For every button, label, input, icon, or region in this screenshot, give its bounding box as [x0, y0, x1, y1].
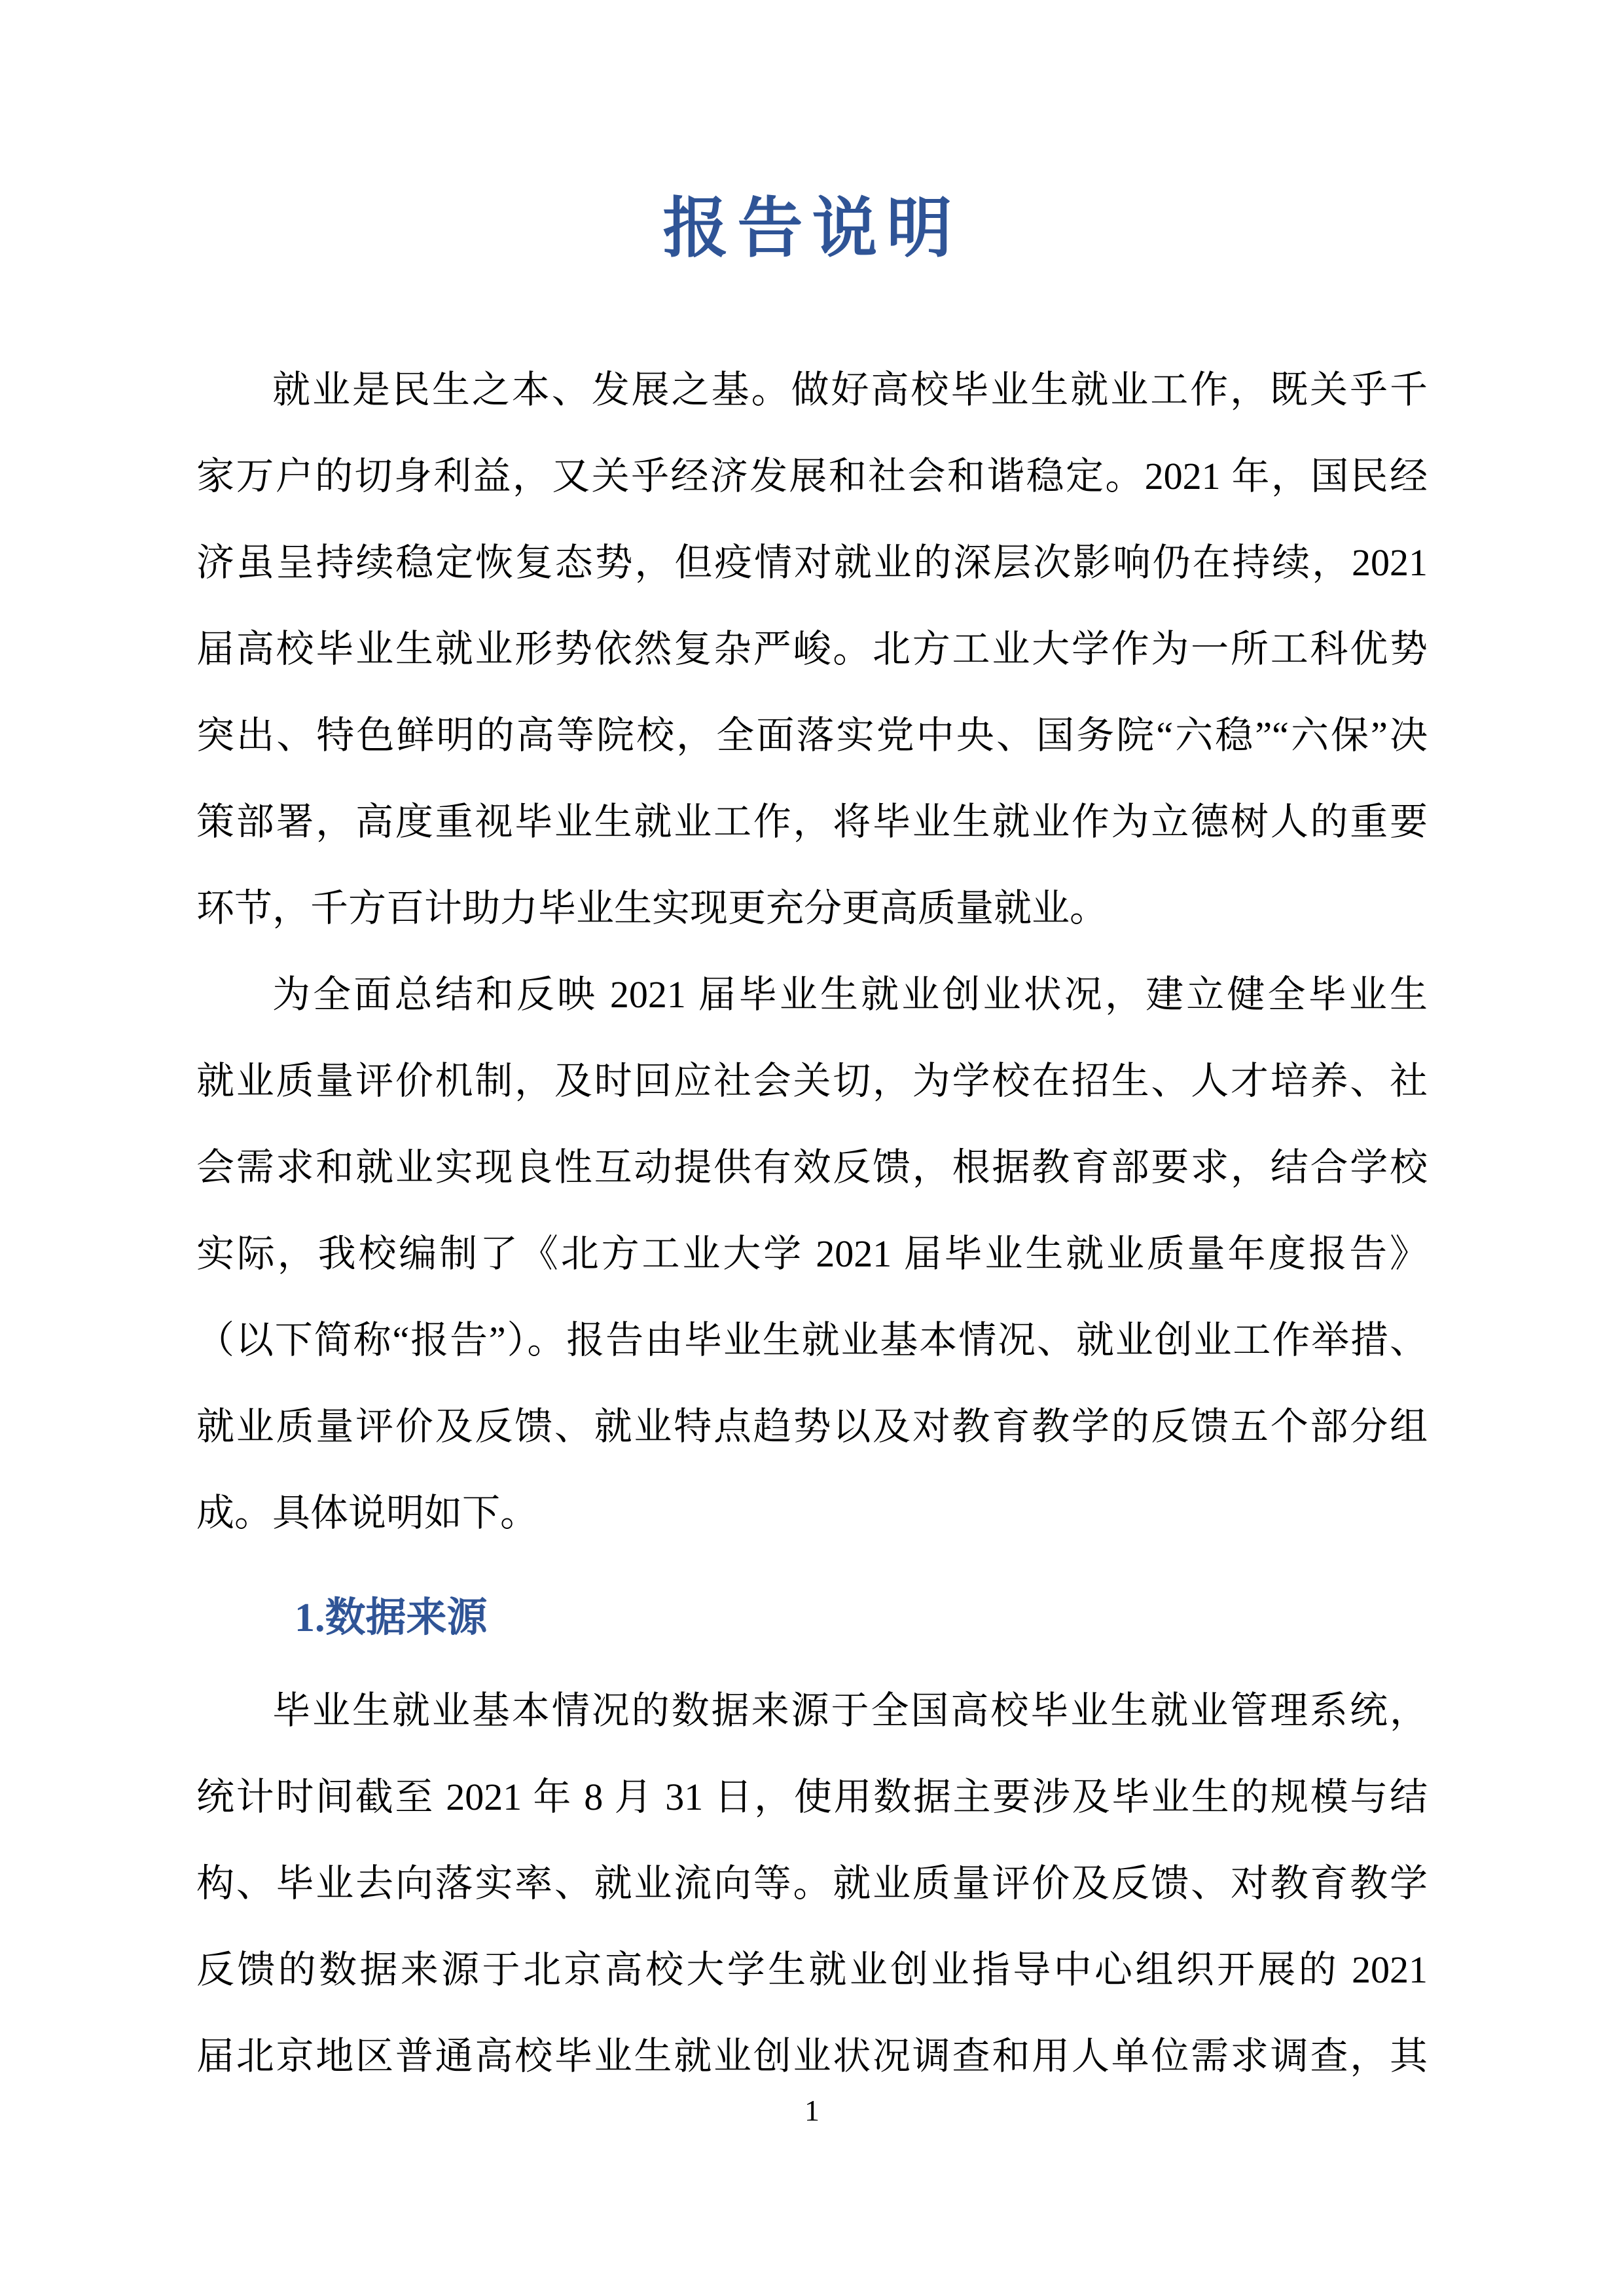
- text-line: 就业质量评价及反馈、就业特点趋势以及对教育教学的反馈五个部分组: [196, 1405, 1428, 1448]
- text-line: 家万户的切身利益，又关乎经济发展和社会和谐稳定。2021 年，国民经: [196, 455, 1428, 497]
- text-line: 会需求和就业实现良性互动提供有效反馈，根据教育部要求，结合学校: [196, 1146, 1428, 1189]
- text-line: 反馈的数据来源于北京高校大学生就业创业指导中心组织开展的 2021: [196, 1948, 1428, 1991]
- text-line: 就业是民生之本、发展之基。做好高校毕业生就业工作，既关乎千: [272, 368, 1428, 411]
- text-line: 实际，我校编制了《北方工业大学 2021 届毕业生就业质量年度报告》: [196, 1232, 1428, 1275]
- text-line: 届北京地区普通高校毕业生就业创业状况调查和用人单位需求调查，其: [196, 2035, 1428, 2077]
- text-line: 突出、特色鲜明的高等院校，全面落实党中央、国务院“六稳”“六保”决: [196, 714, 1428, 757]
- text-line: 成。具体说明如下。: [196, 1492, 539, 1534]
- text-line: 毕业生就业基本情况的数据来源于全国高校毕业生就业管理系统，: [272, 1689, 1428, 1732]
- text-line: 届高校毕业生就业形势依然复杂严峻。北方工业大学作为一所工科优势: [196, 628, 1428, 670]
- text-line: （以下简称“报告”）。报告由毕业生就业基本情况、就业创业工作举措、: [196, 1319, 1428, 1361]
- paragraph-1: [196, 347, 1428, 952]
- text-line: 环节，千方百计助力毕业生实现更充分更高质量就业。: [196, 887, 1108, 929]
- document-title: 报告说明: [662, 192, 962, 265]
- paragraph-2: [196, 952, 1428, 1556]
- text-line: 统计时间截至 2021 年 8 月 31 日，使用数据主要涉及毕业生的规模与结: [196, 1776, 1428, 1818]
- page-number: 1: [804, 2094, 820, 2127]
- text-line: 就业质量评价机制，及时回应社会关切，为学校在招生、人才培养、社: [196, 1060, 1428, 1102]
- section-heading-data-source: 1.数据来源: [295, 1596, 488, 1640]
- text-line: 构、毕业去向落实率、就业流向等。就业质量评价及反馈、对教育教学: [196, 1862, 1428, 1905]
- paragraph-3: [196, 1668, 1428, 2100]
- text-line: 策部署，高度重视毕业生就业工作，将毕业生就业作为立德树人的重要: [196, 800, 1428, 843]
- page-content: [196, 183, 1428, 2100]
- text-line: 济虽呈持续稳定恢复态势，但疫情对就业的深层次影响仍在持续，2021: [196, 541, 1428, 584]
- text-line: 为全面总结和反映 2021 届毕业生就业创业状况，建立健全毕业生: [272, 973, 1428, 1016]
